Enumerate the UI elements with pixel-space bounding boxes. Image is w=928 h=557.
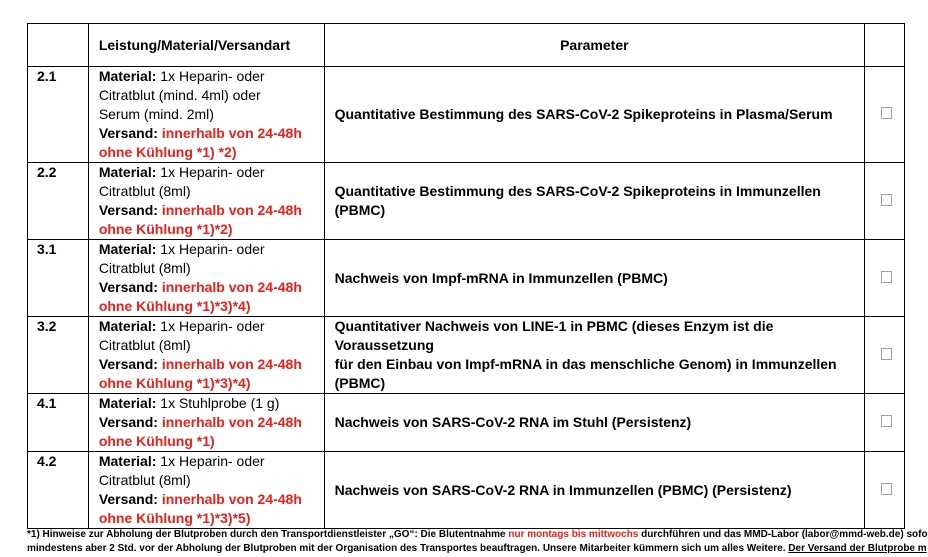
- material-text: 1x Heparin- oder: [160, 453, 265, 469]
- header-leistung: Leistung/Material/Versandart: [88, 24, 324, 67]
- versand-text: innerhalb von 24-48h: [161, 202, 302, 218]
- parameter-text: Quantitative Bestimmung des SARS-CoV-2 Spikeproteins in Immunzellen (PBMC): [334, 183, 821, 218]
- material-line: [99, 471, 324, 490]
- versand-label: Versand:: [98, 125, 158, 141]
- versand-text: innerhalb von 24-48h: [161, 414, 302, 430]
- footnote-underlined: Der Versand der Blutprobe m: [788, 543, 927, 554]
- row-number: 2.1: [28, 67, 89, 163]
- order-checkbox[interactable]: [881, 107, 892, 119]
- footnote-text: durchführen und das MMD-Labor (labor@mmd-web.de) sofo: [641, 529, 928, 540]
- material-label: Material:: [98, 68, 157, 84]
- material-text: Citratblut (8ml): [98, 183, 191, 199]
- checkbox-cell: [865, 394, 905, 452]
- material-text: Citratblut (mind. 4ml) oder: [98, 87, 261, 103]
- material-cell: [88, 394, 324, 452]
- versand-label: Versand:: [98, 279, 158, 295]
- parameter-text: für den Einbau von Impf-mRNA in das menschliche Genom) in Immunzellen: [334, 356, 837, 372]
- footnote-text: *1) Hinweise zur Abholung der Blutproben durch den Transportdienstleister „GO“: Die Blutentnahme: [27, 529, 506, 540]
- versand-line: [99, 355, 324, 374]
- table-row: [28, 394, 905, 452]
- material-text: Citratblut (8ml): [98, 260, 191, 276]
- parameter-text: Quantitativer Nachweis von LINE-1 in PBMC (dieses Enzym ist die Voraussetzung: [334, 318, 774, 353]
- table-row: [28, 240, 905, 317]
- parameter-text: Nachweis von SARS-CoV-2 RNA im Stuhl (Persistenz): [334, 414, 692, 430]
- table-row: [28, 67, 905, 163]
- checkbox-cell: [865, 317, 905, 394]
- table-row: [28, 163, 905, 240]
- material-line: [99, 182, 324, 201]
- table-row: [28, 452, 905, 529]
- versand-label: Versand:: [98, 491, 158, 507]
- versand-line: [99, 124, 324, 143]
- material-text: 1x Stuhlprobe (1 g): [160, 395, 280, 411]
- material-cell: [88, 452, 324, 529]
- header-check: [865, 24, 905, 67]
- versand-line: [99, 413, 324, 432]
- material-text: 1x Heparin- oder: [160, 164, 265, 180]
- material-line: [99, 259, 324, 278]
- versand-label: Versand:: [98, 202, 158, 218]
- versand-line: [99, 201, 324, 220]
- checkbox-cell: [865, 163, 905, 240]
- versand-text: ohne Kühlung *1)*2): [98, 221, 233, 237]
- material-line: [99, 240, 324, 259]
- versand-text: ohne Kühlung *1)*3)*4): [98, 298, 251, 314]
- table-body: [28, 67, 905, 529]
- material-label: Material:: [98, 318, 157, 334]
- row-number: 3.2: [28, 317, 89, 394]
- parameter-text: (PBMC): [334, 375, 386, 391]
- material-line: [99, 67, 324, 86]
- order-table: [27, 23, 905, 529]
- material-cell: [88, 163, 324, 240]
- row-number: 4.1: [28, 394, 89, 452]
- material-line: [99, 452, 324, 471]
- material-cell: [88, 67, 324, 163]
- versand-text: innerhalb von 24-48h: [161, 279, 302, 295]
- material-line: [99, 394, 324, 413]
- checkbox-cell: [865, 240, 905, 317]
- material-text: Citratblut (8ml): [98, 337, 191, 353]
- material-line: [99, 105, 324, 124]
- parameter-cell: [324, 394, 864, 452]
- header-num: [28, 24, 89, 67]
- footnote-line-2: [27, 542, 927, 556]
- material-line: [99, 86, 324, 105]
- footnote-text: mindestens aber 2 Std. vor der Abholung der Blutproben mit der Organisation des Transportes beauftragen. Unsere Mitarbeiter kümmern sich um alles Weitere.: [27, 543, 786, 554]
- material-text: 1x Heparin- oder: [160, 318, 265, 334]
- versand-text: ohne Kühlung *1)*3)*4): [98, 375, 251, 391]
- material-text: Serum (mind. 2ml): [98, 106, 214, 122]
- versand-text: ohne Kühlung *1) *2): [98, 144, 237, 160]
- material-line: [99, 317, 324, 336]
- material-label: Material:: [98, 453, 157, 469]
- footnote-highlight: nur montags bis mittwochs: [508, 529, 639, 540]
- checkbox-cell: [865, 67, 905, 163]
- material-line: [99, 163, 324, 182]
- order-checkbox[interactable]: [881, 415, 892, 427]
- material-cell: [88, 240, 324, 317]
- order-checkbox[interactable]: [881, 348, 892, 360]
- versand-label: Versand:: [98, 356, 158, 372]
- versand-text: innerhalb von 24-48h: [161, 356, 302, 372]
- versand-line: [99, 490, 324, 509]
- material-label: Material:: [98, 395, 157, 411]
- material-label: Material:: [98, 164, 157, 180]
- versand-text: ohne Kühlung *1): [98, 433, 215, 449]
- footnote-line-1: [27, 528, 928, 542]
- row-number: 4.2: [28, 452, 89, 529]
- versand-text: innerhalb von 24-48h: [161, 125, 302, 141]
- order-checkbox[interactable]: [881, 483, 892, 495]
- versand-text: innerhalb von 24-48h: [161, 491, 302, 507]
- footnote: [27, 528, 928, 556]
- parameter-text: Quantitative Bestimmung des SARS-CoV-2 Spikeproteins in Plasma/Serum: [334, 106, 833, 122]
- checkbox-cell: [865, 452, 905, 529]
- parameter-text: Nachweis von SARS-CoV-2 RNA in Immunzellen (PBMC) (Persistenz): [334, 481, 792, 498]
- row-number: 2.2: [28, 163, 89, 240]
- parameter-cell: [324, 163, 864, 240]
- parameter-cell: [324, 67, 864, 163]
- order-checkbox[interactable]: [881, 194, 892, 206]
- material-text: 1x Heparin- oder: [160, 68, 265, 84]
- material-text: 1x Heparin- oder: [160, 241, 265, 257]
- order-checkbox[interactable]: [881, 271, 892, 283]
- table-row: [28, 317, 905, 394]
- material-cell: [88, 317, 324, 394]
- material-line: [99, 336, 324, 355]
- material-text: Citratblut (8ml): [98, 472, 191, 488]
- parameter-cell: [324, 317, 864, 394]
- versand-text: ohne Kühlung *1)*3)*5): [98, 510, 251, 526]
- versand-label: Versand:: [98, 414, 158, 430]
- material-label: Material:: [98, 241, 157, 257]
- versand-line: [99, 278, 324, 297]
- parameter-text: Nachweis von Impf-mRNA in Immunzellen (PBMC): [334, 269, 668, 286]
- header-parameter: Parameter: [324, 24, 864, 67]
- table-header-row: [28, 24, 905, 67]
- parameter-cell: [324, 452, 864, 529]
- parameter-cell: [324, 240, 864, 317]
- row-number: 3.1: [28, 240, 89, 317]
